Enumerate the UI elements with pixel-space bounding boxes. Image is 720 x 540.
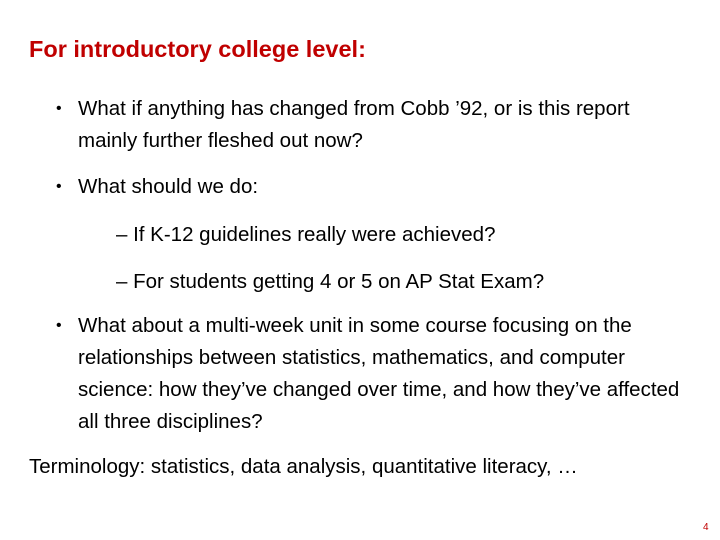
sub-bullet-k12: – If K-12 guidelines really were achieved? [116,223,496,246]
slide-title: For introductory college level: [29,36,366,62]
bullet-text: What should we do: [78,175,259,198]
bullet-text: What if anything has changed from Cobb ’92, or is this report mainly further fleshed out now? [78,97,630,152]
bullet-text: What about a multi-week unit in some course focusing on the relationships between statistics, mathematics, and computer science: how they’ve changed over time, and how they’ve affected all three disciplines? [78,314,680,433]
bullet-marker: • [56,317,62,334]
bullet-marker: • [56,178,62,195]
bullet-marker: • [56,100,62,117]
bullet-item-multi-week-unit [56,310,688,438]
page-number: 4 [703,522,709,533]
bullet-item-what-to-do [56,171,688,203]
sub-bullet-ap-stat: – For students getting 4 or 5 on AP Stat Exam? [116,270,545,293]
bullet-item-changes [56,93,688,157]
terminology-line: Terminology: statistics, data analysis, quantitative literacy, … [29,455,578,478]
